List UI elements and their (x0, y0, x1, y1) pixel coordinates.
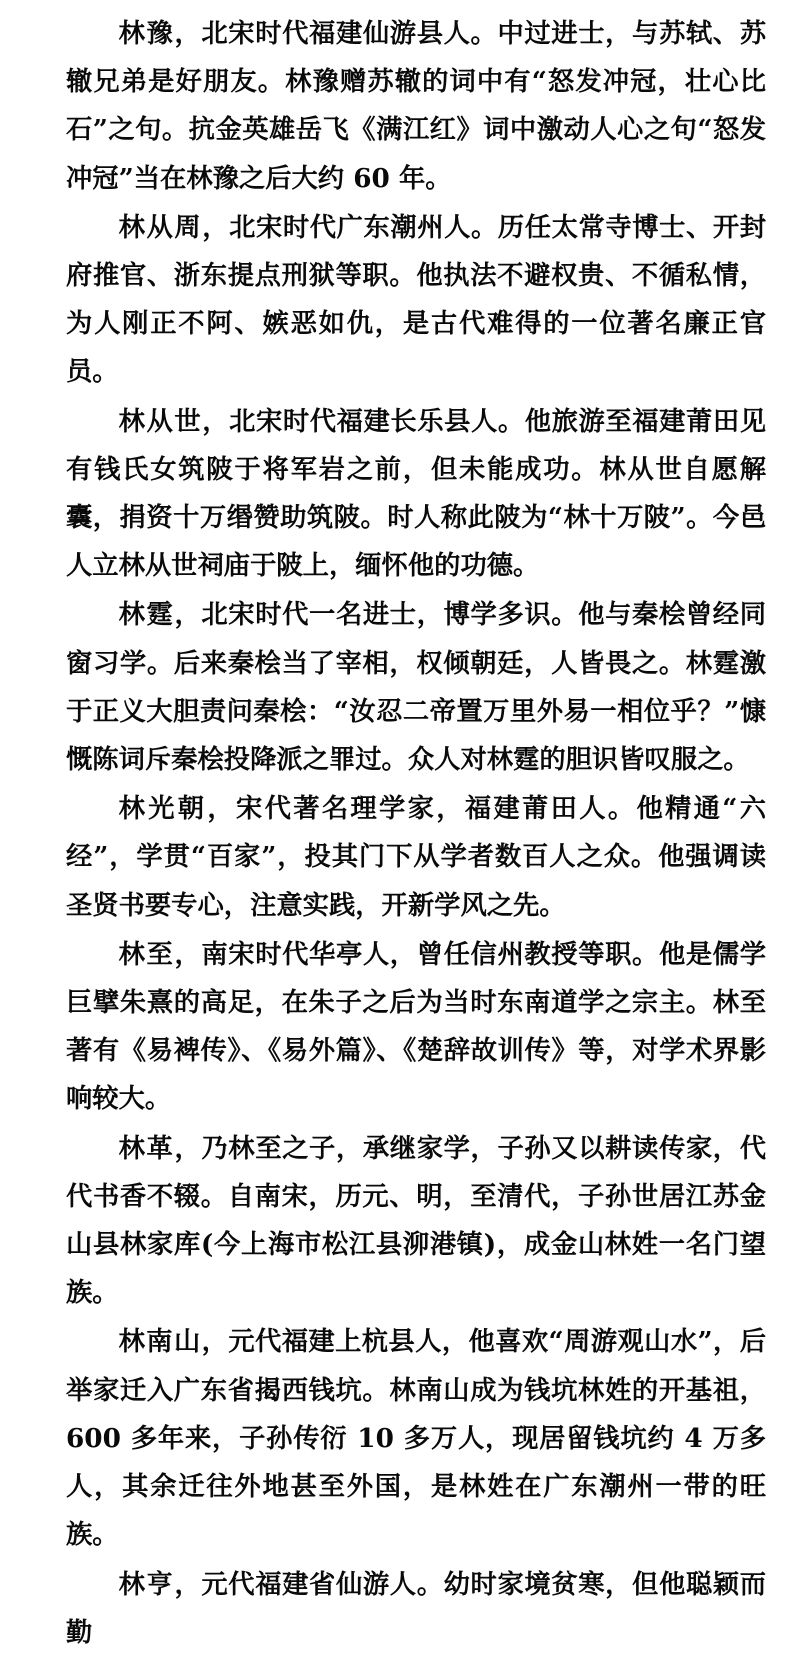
entry-paragraph (66, 1318, 766, 1559)
entry-text: ，北宋时代福建仙游县人。中过进士，与苏轼、苏辙兄弟是好朋友。林豫赠苏辙的词中有“怒发冲冠，壮心比石”之句。抗金英雄岳飞《满江红》词中激动人心之句“怒发冲冠”当在林豫之后大约 60 年。 (66, 18, 767, 194)
entry-name: 林光朝 (118, 793, 208, 825)
entry-text: ，北宋时代一名进士，博学多识。他与秦桧曾经同窗习学。后来秦桧当了宰相，权倾朝廷，人皆畏之。林霆激于正义大胆责问秦桧：“汝忍二帝置万里外易一相位乎？”慷慨陈词斥秦桧投降派之罪过。众人对林霆的胆识皆叹服之。 (66, 599, 767, 776)
entry-text: ，南宋时代华亭人，曾任信州教授等职。他是儒学巨擘朱熹的高足，在朱子之后为当时东南道学之宗主。林至著有《易裨传》、《易外篇》、《楚辞故训传》等，对学术界影响较大。 (66, 938, 767, 1115)
entry-name: 林革 (118, 1132, 175, 1164)
entry-name: 林从周 (118, 211, 203, 243)
entry-text: ，元代福建上杭县人，他喜欢“周游观山水”，后举家迁入广东省揭西钱坑。林南山成为钱坑林姓的开基祖，600 多年来，子孙传衍 10 多万人，现居留钱坑约 4 万多人，其余迁往外地甚至外国，是林姓在广东潮州一带的旺族。 (66, 1326, 766, 1551)
entry-paragraph (66, 10, 766, 203)
entry-name: 林南山 (118, 1326, 202, 1358)
entry-paragraph (66, 591, 766, 784)
entry-paragraph (66, 204, 766, 397)
entry-name: 林亨 (118, 1568, 175, 1600)
entry-name: 林霆 (118, 599, 175, 631)
entry-paragraph (66, 1125, 766, 1318)
entry-text: ，北宋时代福建长乐县人。他旅游至福建莆田见有钱氏女筑陂于将军岩之前，但未能成功。林从世自愿解囊，捐资十万缗赞助筑陂。时人称此陂为“林十万陂”。今邑人立林从世祠庙于陂上，缅怀他的功德。 (66, 405, 767, 582)
entry-text: ，元代福建省仙游人。幼时家境贫寒，但他聪颖而勤 (66, 1568, 767, 1648)
entry-paragraph (66, 785, 766, 930)
entry-name: 林至 (118, 938, 175, 970)
entry-name: 林从世 (118, 405, 203, 437)
entry-text: ，乃林至之子，承继家学，子孙又以耕读传家，代代书香不辍。自南宋，历元、明，至清代，子孙世居江苏金山县林家库(今上海市松江县泖港镇)，成金山林姓一名门望族。 (66, 1132, 767, 1309)
entry-paragraph (66, 1561, 766, 1657)
entry-paragraph (66, 398, 766, 591)
entry-text: ，北宋时代广东潮州人。历任太常寺博士、开封府推官、浙东提点刑狱等职。他执法不避权贵、不循私情，为人刚正不阿、嫉恶如仇，是古代难得的一位著名廉正官员。 (66, 211, 767, 388)
entry-text: ，宋代著名理学家，福建莆田人。他精通“六经”，学贯“百家”，投其门下从学者数百人之众。他强调读圣贤书要专心，注意实践，开新学风之先。 (66, 793, 766, 921)
entry-paragraph (66, 931, 766, 1124)
entry-name: 林豫 (118, 18, 175, 49)
